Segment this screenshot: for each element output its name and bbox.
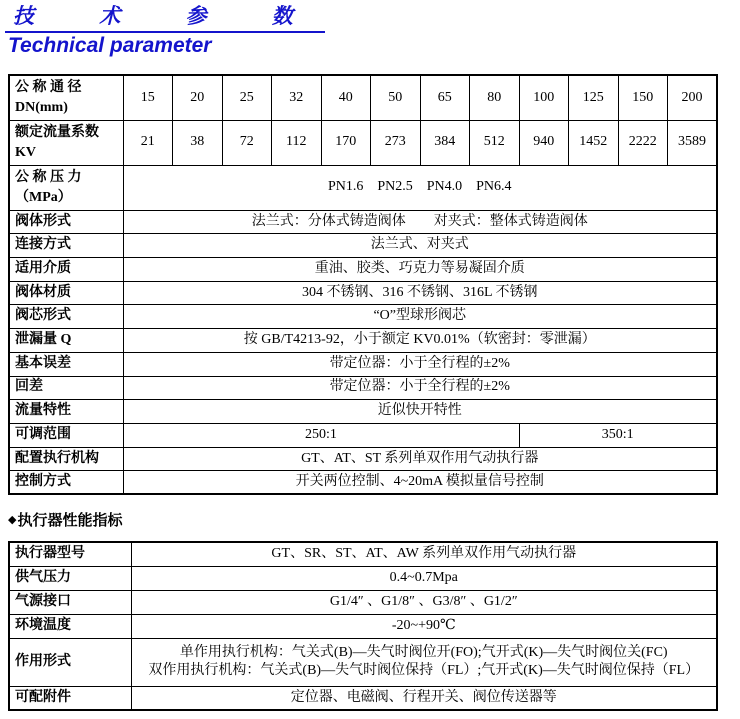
- value-cell: 定位器、电磁阀、行程开关、阀位传送器等: [131, 686, 717, 710]
- row-label: 基本误差: [9, 352, 123, 376]
- row-label: 适用介质: [9, 258, 123, 282]
- value-cell: 38: [173, 120, 223, 165]
- page-header: [0, 0, 740, 57]
- row-label: 配置执行机构: [9, 447, 123, 471]
- row-label-line2: DN(mm): [15, 99, 68, 115]
- value-cell: 170: [321, 120, 371, 165]
- value-cell: 21: [123, 120, 173, 165]
- page-title-english: Technical parameter: [8, 34, 212, 58]
- table-row: [9, 165, 717, 210]
- row-label: 执行器型号: [9, 542, 131, 566]
- table-row: [9, 638, 717, 686]
- row-label: 泄漏量 Q: [9, 329, 123, 353]
- table-row: [9, 423, 717, 447]
- actuator-performance-table: [8, 541, 718, 711]
- row-label: 阀体材质: [9, 281, 123, 305]
- row-label-line2: KV: [15, 144, 36, 160]
- value-cell: 带定位器：小于全行程的±2%: [123, 376, 717, 400]
- row-label: 环境温度: [9, 614, 131, 638]
- row-label: 控制方式: [9, 471, 123, 495]
- table-row: [9, 471, 717, 495]
- table-row: [9, 686, 717, 710]
- value-cell: 开关两位控制、4~20mA 模拟量信号控制: [123, 471, 717, 495]
- value-cell: 200: [668, 75, 718, 120]
- value-cell: 1452: [569, 120, 619, 165]
- value-cell: 150: [618, 75, 668, 120]
- value-cell: 近似快开特性: [123, 400, 717, 424]
- table-row: [9, 281, 717, 305]
- value-cell-left: 250:1: [123, 423, 519, 447]
- table-row: [9, 329, 717, 353]
- value-cell: 100: [519, 75, 569, 120]
- value-cell: 50: [371, 75, 421, 120]
- value-cell: 384: [420, 120, 470, 165]
- value-cell: 72: [222, 120, 272, 165]
- actuator-section-title: [8, 509, 740, 530]
- row-label: 气源接口: [9, 590, 131, 614]
- table-row: [9, 352, 717, 376]
- row-label: 回差: [9, 376, 123, 400]
- value-cell: 65: [420, 75, 470, 120]
- row-label: 阀体形式: [9, 210, 123, 234]
- row-label-line1: 公 称 通 径: [15, 79, 82, 95]
- value-cell: G1/4″ 、G1/8″ 、G3/8″ 、G1/2″: [131, 590, 717, 614]
- row-label: [9, 75, 123, 120]
- value-cell: 512: [470, 120, 520, 165]
- table-row: [9, 234, 717, 258]
- actuator-section-title-text: 执行器性能指标: [17, 513, 123, 530]
- row-label: 阀芯形式: [9, 305, 123, 329]
- table-row: [9, 590, 717, 614]
- valve-parameters-table: [8, 74, 718, 495]
- row-label-line1: 公 称 压 力: [15, 169, 82, 185]
- value-cell: PN1.6 PN2.5 PN4.0 PN6.4: [123, 165, 717, 210]
- row-label: 供气压力: [9, 566, 131, 590]
- value-cell: 304 不锈钢、316 不锈钢、316L 不锈钢: [123, 281, 717, 305]
- value-cell: 112: [272, 120, 322, 165]
- value-cell: 法兰式、对夹式: [123, 234, 717, 258]
- value-cell: 940: [519, 120, 569, 165]
- value-cell: “O”型球形阀芯: [123, 305, 717, 329]
- actuator-performance-table-body: [9, 542, 717, 710]
- row-label-line1: 额定流量系数: [15, 124, 99, 140]
- table-row: [9, 75, 717, 120]
- row-label: 可调范围: [9, 423, 123, 447]
- table-row: [9, 447, 717, 471]
- value-cell: -20~+90℃: [131, 614, 717, 638]
- value-cell: GT、SR、ST、AT、AW 系列单双作用气动执行器: [131, 542, 717, 566]
- value-cell: 273: [371, 120, 421, 165]
- table-row: [9, 258, 717, 282]
- row-label: 连接方式: [9, 234, 123, 258]
- value-cell: 3589: [668, 120, 718, 165]
- value-cell: 20: [173, 75, 223, 120]
- table-row: [9, 376, 717, 400]
- value-cell: 0.4~0.7Mpa: [131, 566, 717, 590]
- table-row: [9, 566, 717, 590]
- table-row: [9, 305, 717, 329]
- value-cell: 40: [321, 75, 371, 120]
- value-cell: 32: [272, 75, 322, 120]
- value-cell: 25: [222, 75, 272, 120]
- value-cell: 15: [123, 75, 173, 120]
- value-cell: 法兰式：分体式铸造阀体 对夹式：整体式铸造阀体: [123, 210, 717, 234]
- table-row: [9, 210, 717, 234]
- table-row: [9, 614, 717, 638]
- table-row: [9, 400, 717, 424]
- row-label-line2: （MPa）: [15, 189, 72, 205]
- diamond-bullet-icon: ◆: [8, 514, 17, 527]
- value-cell: [131, 638, 717, 686]
- valve-parameters-table-body: [9, 75, 717, 494]
- value-cell: 按 GB/T4213-92，小于额定 KV0.01%（软密封：零泄漏）: [123, 329, 717, 353]
- value-line: 单作用执行机构：气关式(B)—失气时阀位开(FO);气开式(K)—失气时阀位关(FC): [179, 644, 668, 660]
- value-cell-right: 350:1: [519, 423, 717, 447]
- row-label: 作用形式: [9, 638, 131, 686]
- value-cell: 带定位器：小于全行程的±2%: [123, 352, 717, 376]
- table-row: [9, 542, 717, 566]
- row-label: 可配附件: [9, 686, 131, 710]
- value-cell: 2222: [618, 120, 668, 165]
- row-label: [9, 165, 123, 210]
- table-row: [9, 120, 717, 165]
- row-label: 流量特性: [9, 400, 123, 424]
- value-cell: GT、AT、ST 系列单双作用气动执行器: [123, 447, 717, 471]
- row-label: [9, 120, 123, 165]
- value-cell: 80: [470, 75, 520, 120]
- value-cell: 重油、胶类、巧克力等易凝固介质: [123, 258, 717, 282]
- value-line: 双作用执行机构：气关式(B)—失气时阀位保持（FL）;气开式(K)—失气时阀位保持（FL）: [148, 663, 700, 679]
- value-cell: 125: [569, 75, 619, 120]
- page-title-chinese: 技 术 参 数: [5, 4, 325, 33]
